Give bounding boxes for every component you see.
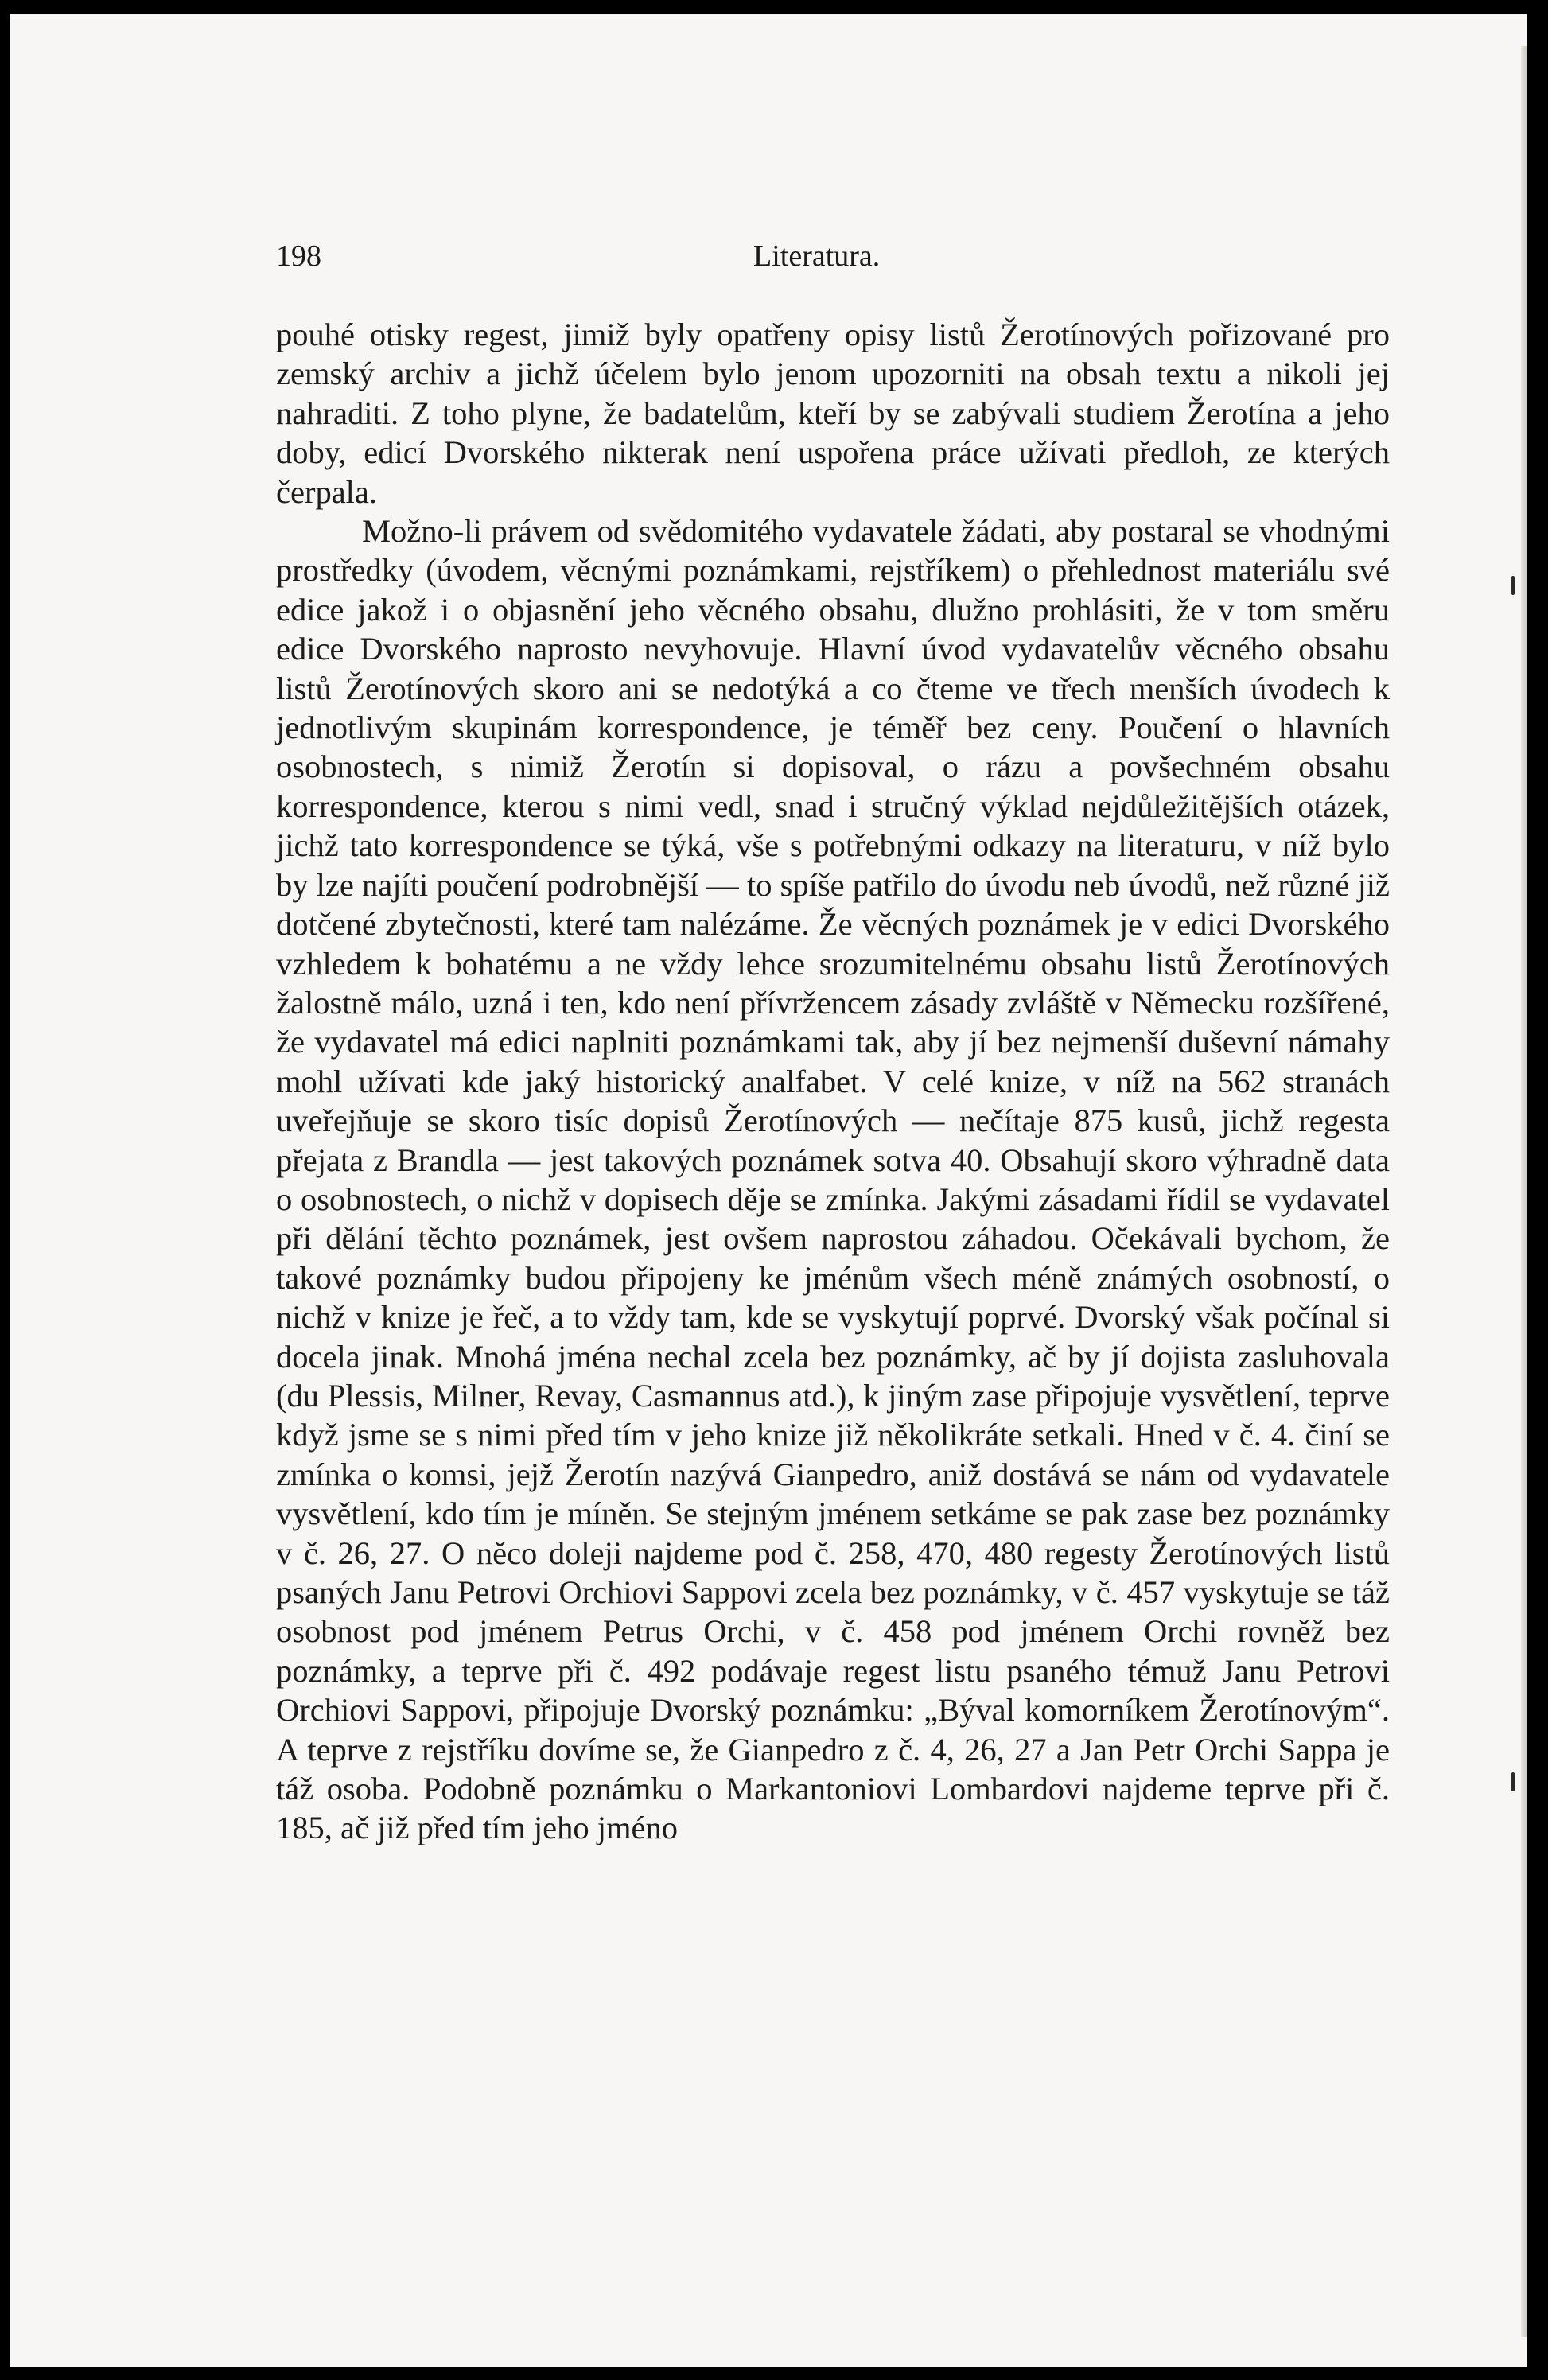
margin-mark xyxy=(1511,576,1515,595)
page-header xyxy=(276,239,1390,286)
page-number: 198 xyxy=(276,239,321,273)
book-page xyxy=(10,14,1527,2367)
page-edge xyxy=(1521,46,1527,2337)
margin-mark xyxy=(1511,1772,1515,1791)
running-title: Literatura. xyxy=(753,239,881,273)
body-text xyxy=(276,315,1390,1848)
paragraph-2: Možno-li právem od svědomitého vydavatele žádati, aby postaral se vhodnými prostředky (úvodem, věcnými poznámkami, rejstříkem) o přehlednost materiálu své edice jakož i o objasnění jeho věcného obsahu, dlužno prohlásiti, že v tom směru edice Dvorského naprosto nevyhovuje. Hlavní úvod vydavatelův věcného obsahu listů Žerotínových skoro ani se nedotýká a co čteme ve třech menších úvodech k jednotlivým skupinám korrespondence, je téměř bez ceny. Poučení o hlavních osobnostech, s nimiž Žerotín si dopisoval, o rázu a povšechném obsahu korrespondence, kterou s nimi vedl, snad i stručný výklad nejdůležitějších otázek, jichž tato korrespondence se týká, vše s potřebnými odkazy na literaturu, v níž bylo by lze najíti poučení podrobnější — to spíše patřilo do úvodu neb úvodů, než různé již dotčené zbytečnosti, které tam nalézáme. Že věcných poznámek je v edici Dvorského vzhledem k bohatému a ne vždy lehce srozumitelnému obsahu listů Žerotínových žalostně málo, uzná i ten, kdo není přívržencem zásady zvláště v Německu rozšířené, že vydavatel má edici naplniti poznámkami tak, aby jí bez nejmenší duševní námahy mohl užívati kde jaký historický analfabet. V celé knize, v níž na 562 stranách uveřejňuje se skoro tisíc dopisů Žerotínových — nečítaje 875 kusů, jichž regesta přejata z Brandla — jest takových poznámek sotva 40. Obsahují skoro výhradně data o osobnostech, o nichž v dopisech děje se zmínka. Jakými zásadami řídil se vydavatel při dělání těchto poznámek, jest ovšem naprostou záhadou. Očekávali bychom, že takové poznámky budou připojeny ke jménům všech méně známých osobností, o nichž v knize je řeč, a to vždy tam, kde se vyskytují poprvé. Dvorský však počínal si docela jinak. Mnohá jména nechal zcela bez poznámky, ač by jí dojista zasluhovala (du Plessis, Milner, Revay, Casmannus atd.), k jiným zase připojuje vysvětlení, teprve když jsme se s nimi před tím v jeho knize již několikráte setkali. Hned v č. 4. činí se zmínka o komsi, jejž Žerotín nazývá Gianpedro, aniž dostává se nám od vydavatele vysvětlení, kdo tím je míněn. Se stejným jménem setkáme se pak zase bez poznámky v č. 26, 27. O něco doleji najdeme pod č. 258, 470, 480 regesty Žerotínových listů psaných Janu Petrovi Orchiovi Sappovi zcela bez poznámky, v č. 457 vyskytuje se táž osobnost pod jménem Petrus Orchi, v č. 458 pod jménem Orchi rovněž bez poznámky, a teprve při č. 492 podávaje regest listu psaného témuž Janu Petrovi Orchiovi Sappovi, připojuje Dvorský poznámku: „Býval komorníkem Žerotínovým“. A teprve z rejstříku dovíme se, že Gianpedro z č. 4, 26, 27 a Jan Petr Orchi Sappa je táž osoba. Podobně poznámku o Markantoniovi Lombardovi najdeme teprve při č. 185, ač již před tím jeho jméno xyxy=(276,513,1390,1846)
paragraph-1: pouhé otisky regest, jimiž byly opatřeny opisy listů Žerotínových pořizované pro zemský archiv a jichž účelem bylo jenom upozorniti na obsah textu a nikoli jej nahraditi. Z toho plyne, že badatelům, kteří by se zabývali studiem Žerotína a jeho doby, edicí Dvorského nikterak není uspořena práce užívati předloh, ze kterých čerpala. xyxy=(276,317,1390,510)
